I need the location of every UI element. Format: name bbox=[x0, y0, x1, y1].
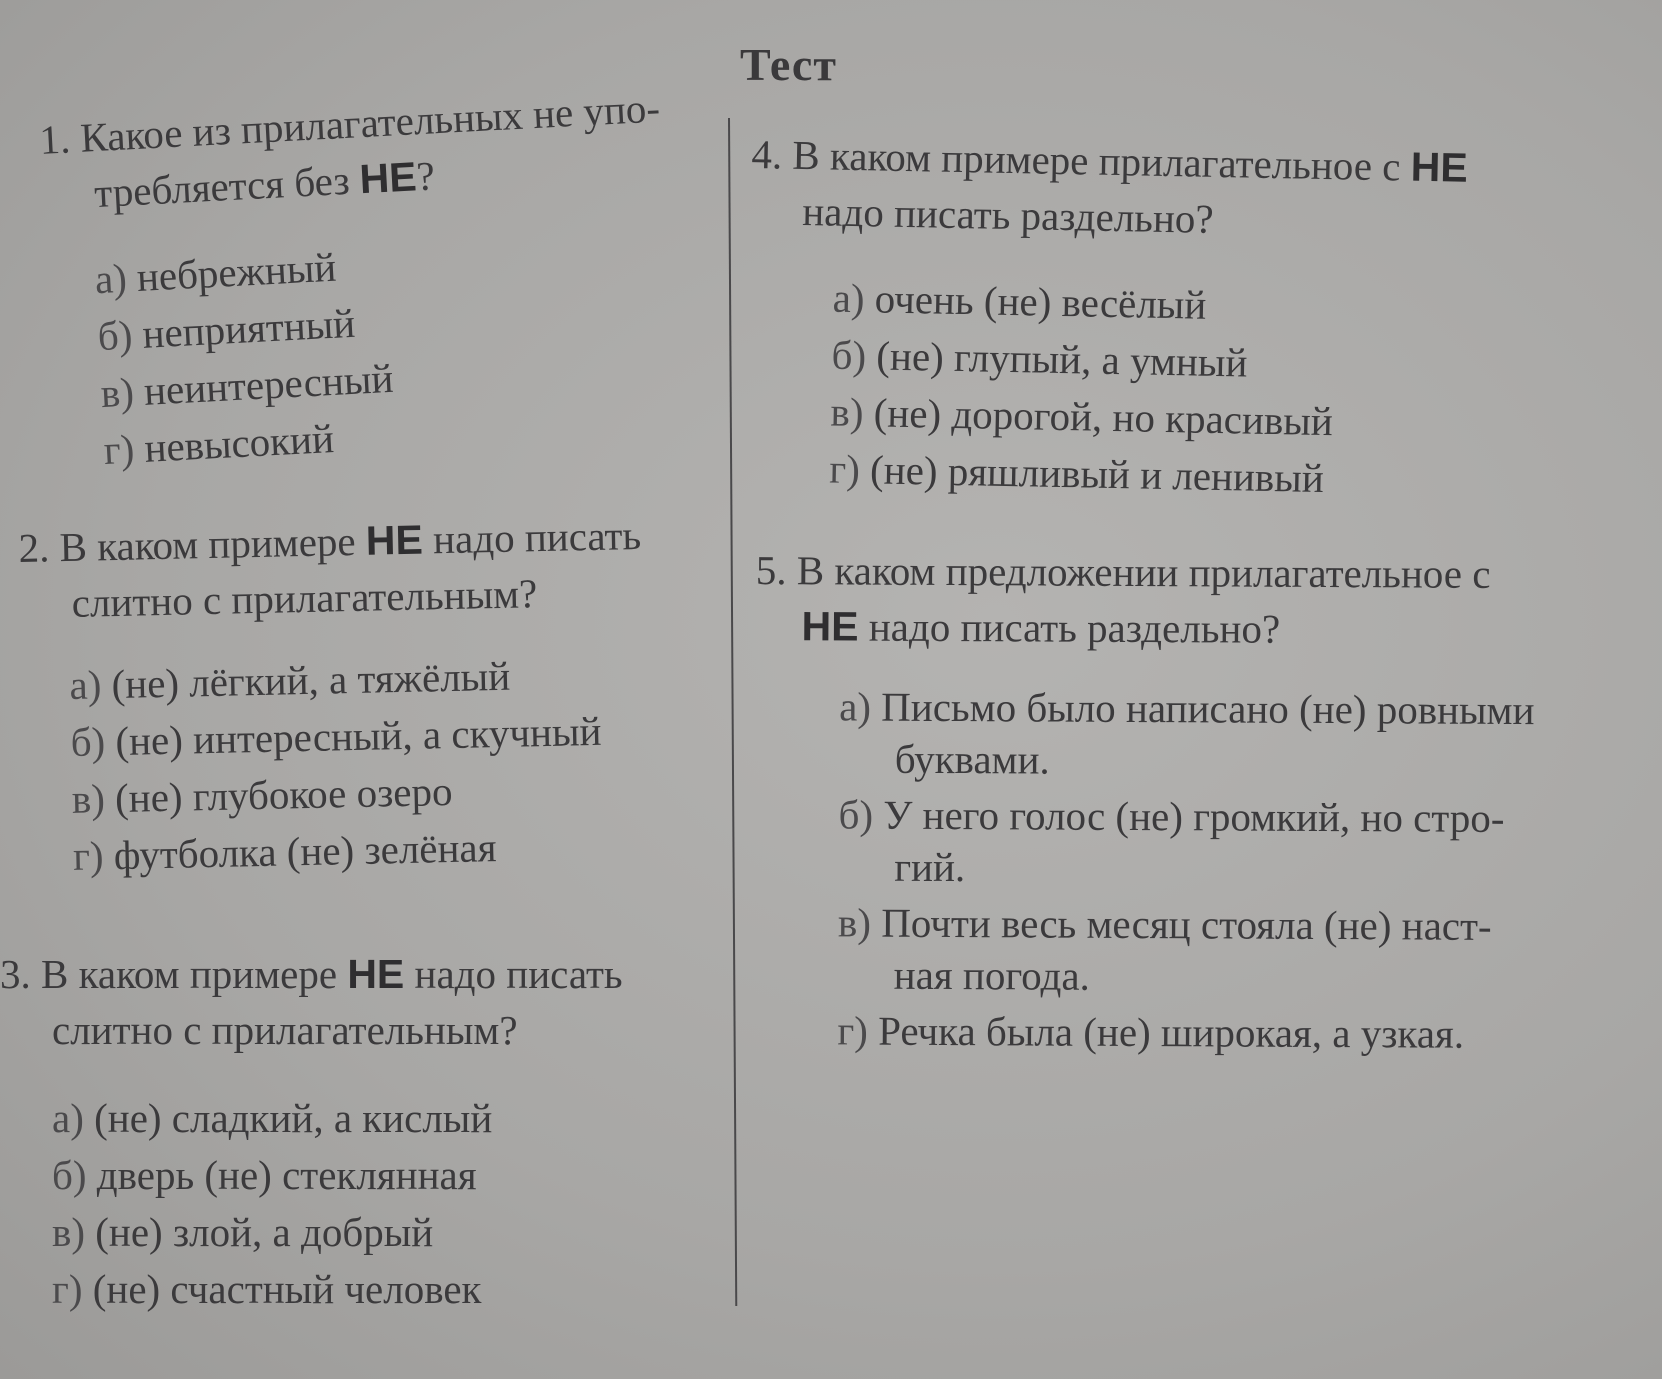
option-text: (не) злой, а добрый bbox=[95, 1209, 434, 1255]
question-text-line1: В каком примере bbox=[59, 517, 367, 571]
question-number: 2. bbox=[18, 524, 50, 571]
option-text: (не) глубокое озеро bbox=[114, 767, 453, 822]
option-text: небрежный bbox=[135, 243, 338, 301]
option-letter: б) bbox=[52, 1152, 87, 1198]
question-1-text bbox=[38, 77, 703, 223]
option-text: (не) ряшливый и ленивый bbox=[869, 446, 1325, 502]
option-text: дверь (не) стеклянная bbox=[96, 1152, 477, 1198]
page-title: Тест bbox=[740, 39, 837, 90]
option-text: (не) сладкий, а кислый bbox=[94, 1095, 493, 1141]
option-text: Речка была (не) широкая, а узкая. bbox=[878, 1007, 1465, 1057]
answer-option-d[interactable] bbox=[837, 1004, 1623, 1060]
option-text: Письмо было написано (не) ровными bbox=[881, 683, 1535, 734]
answer-options bbox=[93, 219, 716, 479]
option-text: (не) дорогой, но красивый bbox=[873, 389, 1334, 445]
option-letter: б) bbox=[70, 718, 106, 765]
question-bold-ne: НЕ bbox=[1410, 143, 1469, 191]
answer-options bbox=[837, 680, 1625, 1060]
option-text: У него голос (не) громкий, но стро- bbox=[883, 791, 1505, 841]
question-text-line2: слитно с прилагательным? bbox=[52, 1007, 518, 1053]
option-text: неинтересный bbox=[142, 354, 395, 414]
option-letter: а) bbox=[839, 683, 872, 730]
question-text-tail: ? bbox=[415, 152, 436, 200]
option-letter: в) bbox=[52, 1209, 86, 1255]
option-letter: а) bbox=[52, 1095, 84, 1141]
question-2-text bbox=[18, 505, 720, 632]
option-letter: в) bbox=[99, 368, 135, 417]
question-2 bbox=[18, 505, 726, 886]
option-text-continuation: буквами. bbox=[894, 735, 1050, 783]
option-text-continuation: ная погода. bbox=[893, 951, 1090, 999]
question-3 bbox=[0, 946, 720, 1318]
option-letter: в) bbox=[837, 899, 872, 946]
option-letter: а) bbox=[93, 254, 128, 303]
option-text: очень (не) весёлый bbox=[874, 275, 1207, 328]
question-bold-ne: НЕ bbox=[801, 603, 859, 650]
question-text-tail: надо писать раздельно? bbox=[858, 603, 1281, 652]
answer-option-d[interactable] bbox=[52, 1261, 720, 1318]
question-number: 3. bbox=[0, 951, 31, 997]
option-text: неприятный bbox=[141, 299, 357, 357]
option-text: (не) лёгкий, а тяжёлый bbox=[111, 652, 511, 708]
answer-option-a[interactable] bbox=[839, 680, 1626, 788]
option-text: (не) счастный человек bbox=[92, 1266, 482, 1312]
question-4 bbox=[745, 126, 1612, 512]
option-letter: б) bbox=[96, 311, 134, 360]
option-text: футболка (не) зелёная bbox=[113, 824, 497, 879]
option-letter: б) bbox=[831, 331, 867, 379]
question-text-line2: требляется без bbox=[93, 156, 361, 217]
answer-option-c[interactable] bbox=[838, 896, 1625, 1004]
question-text-line1: В каком примере bbox=[41, 951, 348, 997]
option-letter: г) bbox=[102, 425, 136, 473]
option-letter: г) bbox=[72, 832, 105, 879]
option-letter: г) bbox=[837, 1007, 869, 1054]
question-5 bbox=[753, 542, 1626, 1065]
question-number: 4. bbox=[751, 130, 783, 178]
question-number: 1. bbox=[38, 115, 72, 163]
question-text-tail: надо писать bbox=[404, 951, 623, 997]
question-1 bbox=[38, 77, 716, 481]
answer-option-d[interactable] bbox=[72, 814, 725, 885]
option-letter: г) bbox=[52, 1266, 83, 1312]
option-text: (не) интересный, а скучный bbox=[114, 707, 602, 765]
question-5-text bbox=[755, 542, 1626, 659]
question-text-tail: надо писать bbox=[422, 511, 642, 563]
answer-option-a[interactable] bbox=[52, 1090, 720, 1147]
question-3-text bbox=[0, 946, 720, 1058]
question-4-text bbox=[750, 126, 1612, 254]
option-letter: а) bbox=[832, 274, 866, 322]
option-letter: г) bbox=[828, 445, 861, 493]
question-text-line2: надо писать раздельно? bbox=[801, 187, 1215, 242]
question-bold-ne: НЕ bbox=[365, 516, 424, 564]
answer-options bbox=[829, 270, 1609, 513]
option-letter: в) bbox=[71, 775, 106, 822]
answer-option-c[interactable] bbox=[52, 1204, 720, 1261]
option-letter: а) bbox=[68, 661, 102, 708]
option-text: (не) глупый, а умный bbox=[875, 332, 1248, 386]
answer-options bbox=[69, 643, 726, 885]
option-letter: в) bbox=[830, 388, 864, 436]
question-text-line2: слитно с прилагательным? bbox=[71, 570, 538, 626]
option-text-continuation: гий. bbox=[894, 843, 966, 891]
column-divider bbox=[728, 118, 737, 1306]
answer-option-b[interactable] bbox=[838, 788, 1625, 896]
option-text: невысокий bbox=[143, 415, 335, 471]
option-letter: б) bbox=[838, 791, 874, 838]
answer-options bbox=[52, 1090, 720, 1318]
question-number: 5. bbox=[755, 546, 787, 594]
question-bold-ne: НЕ bbox=[347, 951, 405, 997]
answer-option-b[interactable] bbox=[52, 1147, 720, 1204]
option-text: Почти весь месяц стояла (не) наст- bbox=[881, 899, 1492, 949]
question-text-line1: В каком примере прилагательное с bbox=[792, 131, 1412, 190]
question-text-line1: Какое из прилагательных не упо- bbox=[79, 84, 661, 161]
question-text-line1: В каком предложении прилагательное с bbox=[796, 547, 1491, 597]
question-bold-ne: НЕ bbox=[358, 153, 418, 203]
